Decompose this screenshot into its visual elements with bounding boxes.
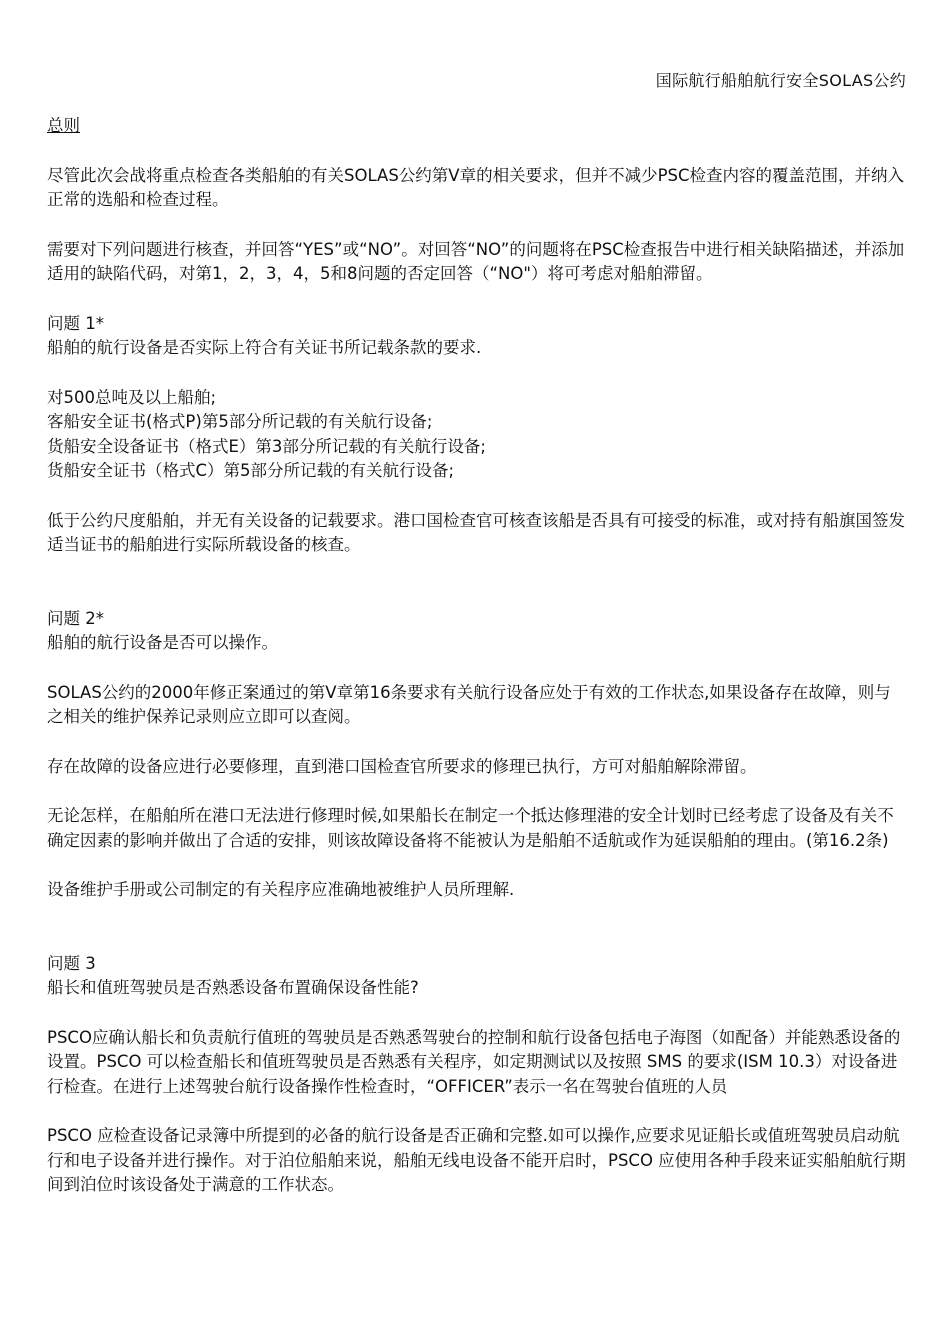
q2-paragraph-4: 设备维护手册或公司制定的有关程序应准确地被维护人员所理解.: [47, 880, 515, 899]
q2-question: 船舶的航行设备是否可以操作。: [47, 633, 278, 652]
q1-list-item: 货船安全设备证书（格式E）第3部分所记载的有关航行设备;: [47, 436, 486, 456]
q1-list-item: 客船安全证书(格式P)第5部分所记载的有关航行设备;: [47, 412, 433, 431]
q2-heading: 问题 2*: [47, 608, 104, 628]
q3-question: 船长和值班驾驶员是否熟悉设备布置确保设备性能?: [47, 978, 419, 997]
page-header: 国际航行船舶航行安全SOLAS公约: [655, 71, 906, 90]
intro-paragraph-2: 需要对下列问题进行核查，并回答“YES”或“NO”。对回答“NO”的问题将在PSC检查报告中进行相关缺陷描述，并添加适用的缺陷代码，对第1，2，3，4，5和8问题的否定回答（“NO"）将可考虑对船舶滞留。: [47, 239, 905, 283]
q2-paragraph-1: SOLAS公约的2000年修正案通过的第V章第16条要求有关航行设备应处于有效的工作状态,如果设备存在故障，则与之相关的维护保养记录则应立即可以查阅。: [47, 682, 891, 726]
q1-heading: 问题 1*: [47, 313, 104, 333]
q1-note: 低于公约尺度船舶，并无有关设备的记载要求。港口国检查官可核查该船是否具有可接受的标准，或对持有船旗国签发适当证书的船舶进行实际所载设备的核查。: [47, 510, 905, 554]
q3-paragraph-1: PSCO应确认船长和负责航行值班的驾驶员是否熟悉驾驶台的控制和航行设备包括电子海图（如配备）并能熟悉设备的设置。PSCO 可以检查船长和值班驾驶员是否熟悉有关程序，如定期测试以及按照 SMS 的要求(ISM 10.3）对设备进行检查。在进行上述驾驶台航行设备操作性检查时，“OFFICER”表示一名在驾驶台值班的人员: [47, 1027, 901, 1096]
intro-paragraph-1: 尽管此次会战将重点检查各类船舶的有关SOLAS公约第V章的相关要求，但并不减少PSC检查内容的覆盖范围，并纳入正常的选船和检查过程。: [47, 165, 905, 209]
document-body: [47, 114, 907, 1198]
q1-list-intro: 对500总吨及以上船舶;: [47, 387, 217, 407]
q1-question: 船舶的航行设备是否实际上符合有关证书所记载条款的要求.: [47, 338, 482, 357]
q2-paragraph-2: 存在故障的设备应进行必要修理，直到港口国检查官所要求的修理已执行，方可对船舶解除滞留。: [47, 756, 757, 776]
q1-list-item: 货船安全证书（格式C）第5部分所记载的有关航行设备;: [47, 461, 455, 480]
q2-paragraph-3: 无论怎样，在船舶所在港口无法进行修理时候,如果船长在制定一个抵达修理港的安全计划时已经考虑了设备及有关不确定因素的影响并做出了合适的安排，则该故障设备将不能被认为是船舶不适航或作为延误船舶的理由。(第16.2条): [47, 806, 894, 850]
section-title: 总则: [47, 116, 80, 135]
q3-paragraph-2: PSCO 应检查设备记录簿中所提到的必备的航行设备是否正确和完整.如可以操作,应要求见证船长或值班驾驶员启动航行和电子设备并进行操作。对于泊位船舶来说，船舶无线电设备不能开启时，PSCO 应使用各种手段来证实船舶航行期间到泊位时该设备处于满意的工作状态。: [47, 1126, 906, 1194]
q3-heading: 问题 3: [47, 953, 96, 973]
